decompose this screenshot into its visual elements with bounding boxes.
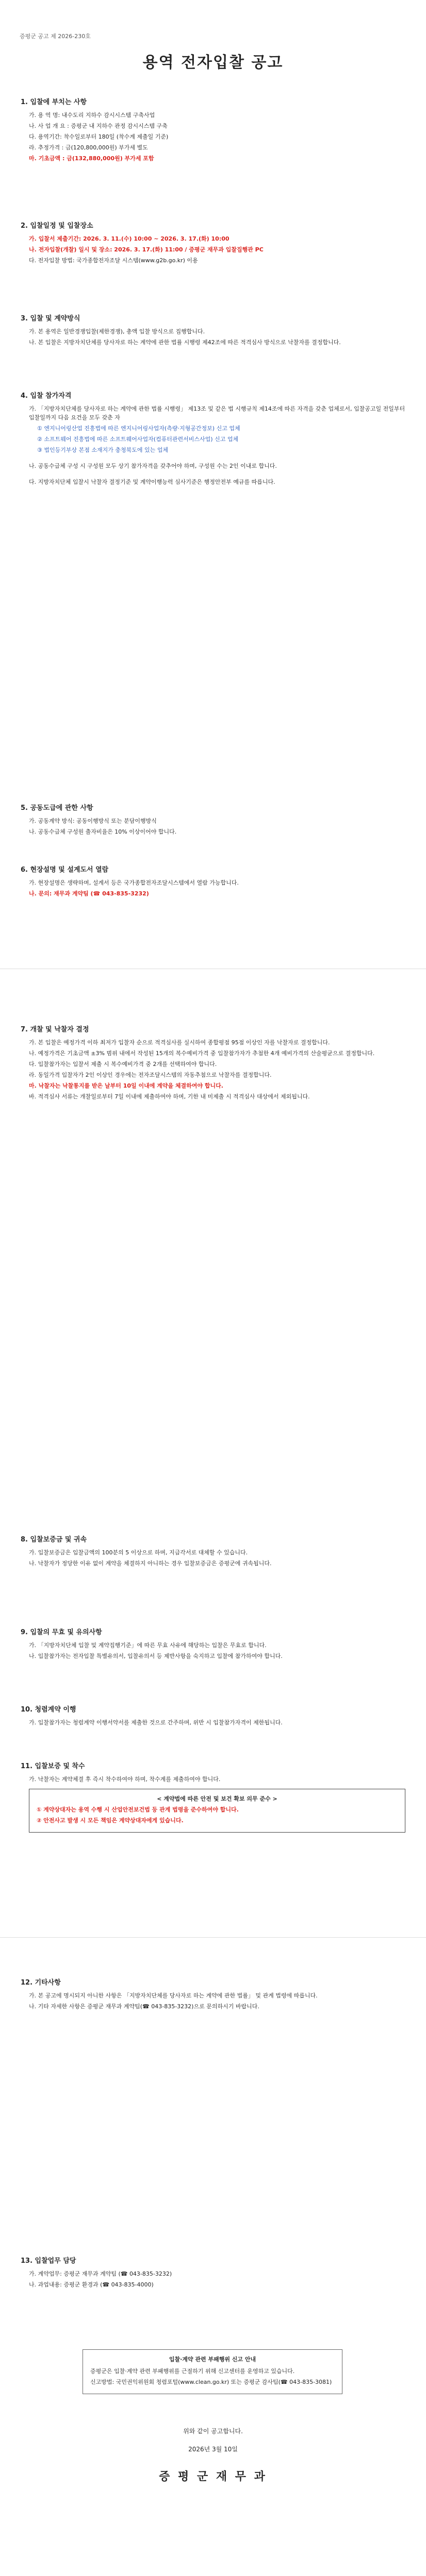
section-eligibility [21, 392, 405, 488]
section-title: 13. 입찰업무 담당 [21, 2257, 76, 2265]
text-line: 나. 공동수급체 구성 시 구성원 모두 상기 참가자격을 갖추어야 하며, 구성원 수는 2인 이내로 합니다. [29, 463, 277, 469]
text-line: 가. 본 입찰은 예정가격 이하 최저가 입찰자 순으로 적격심사를 실시하여 종합평점 95점 이상인 자를 낙찰자로 결정합니다. [29, 1039, 330, 1046]
corruption-report-box [83, 2349, 342, 2394]
section-schedule [21, 222, 405, 267]
section-title: 6. 현장설명 및 설계도서 열람 [21, 866, 109, 874]
section-invalid-bids [21, 1628, 405, 1663]
list-item: ③ 법인등기부상 본점 소재지가 충청북도에 있는 업체 [37, 447, 168, 453]
section-misc [21, 1978, 405, 2013]
text-line: 다. 용역기간: 착수일로부터 180일 (착수계 제출일 기준) [29, 133, 169, 140]
text-line: 라. 추정가격 : 금(120,800,000원) 부가세 별도 [29, 144, 148, 151]
text-line: 가. 「지방자치단체 입찰 및 계약집행기준」에 따른 무효 사유에 해당하는 입찰은 무효로 합니다. [29, 1642, 267, 1649]
box-line: ② 안전사고 발생 시 모든 책임은 계약상대자에게 있습니다. [37, 1817, 184, 1824]
page-title: 용역 전자입찰 공고 [142, 54, 284, 72]
closing-statement: 위와 같이 공고합니다. [183, 2428, 243, 2435]
section-title: 4. 입찰 참가자격 [21, 392, 72, 400]
box-title: < 계약법에 따른 안전 및 보건 확보 의무 준수 > [157, 1795, 277, 1802]
text-line: 나. 낙찰자가 정당한 이유 없이 계약을 체결하지 아니하는 경우 입찰보증금은 증평군에 귀속됩니다. [29, 1560, 272, 1567]
text-line: 가. 입찰보증금은 입찰금액의 100분의 5 이상으로 하며, 지급각서로 대체할 수 있습니다. [29, 1549, 248, 1556]
section-contacts [21, 2257, 405, 2291]
list-item: ① 엔지니어링산업 진흥법에 따른 엔지니어링사업자(측량·지형공간정보) 신고 업체 [37, 425, 240, 432]
section-contract-method [21, 314, 405, 349]
issuer-name: 증 평 군 재 무 과 [159, 2470, 267, 2483]
text-line: 나. 과업내용: 증평군 환경과 (☎ 043-835-4000) [29, 2281, 154, 2288]
section-title: 12. 기타사항 [21, 1979, 61, 1987]
text-line: 나. 기타 자세한 사항은 증평군 재무과 계약팀(☎ 043-835-3232)으로 문의하시기 바랍니다. [29, 2003, 259, 2010]
text-line: 나. 문의: 재무과 계약팀 (☎ 043-835-3232) [29, 890, 149, 897]
box-line: ① 계약상대자는 용역 수행 시 산업안전보건법 등 관계 법령을 준수하여야 합니다. [37, 1806, 239, 1813]
box-title: 입찰·계약 관련 부패행위 신고 안내 [169, 2356, 256, 2363]
text-line: 나. 전자입찰(개찰) 일시 및 장소: 2026. 3. 17.(화) 11:00 / 증평군 재무과 입찰집행관 PC [29, 246, 264, 253]
notice-date: 2026년 3월 10일 [188, 2446, 238, 2453]
section-title: 10. 청렴계약 이행 [21, 1706, 76, 1714]
section-start [21, 1762, 405, 1838]
section-integrity [21, 1705, 405, 1729]
text-line: 가. 본 용역은 일반경쟁입찰(제한경쟁), 총액 입찰 방식으로 집행합니다. [29, 328, 205, 335]
text-line: 가. 용 역 명: 내수도리 지하수 감시시스템 구축사업 [29, 112, 155, 118]
section-request [21, 98, 405, 165]
text-line: 가. 입찰참가자는 청렴계약 이행서약서를 제출한 것으로 간주하며, 위반 시 입찰참가자격이 제한됩니다. [29, 1719, 283, 1726]
safety-notice-box [29, 1789, 405, 1833]
section-title: 9. 입찰의 무효 및 유의사항 [21, 1629, 102, 1636]
text-line: 가. 입찰서 제출기간: 2026. 3. 11.(수) 10:00 ~ 2026. 3. 17.(화) 10:00 [29, 235, 230, 242]
text-line: 라. 동일가격 입찰자가 2인 이상인 경우에는 전자조달시스템의 자동추첨으로 낙찰자를 결정합니다. [29, 1072, 272, 1078]
text-line: 가. 공동계약 방식: 공동이행방식 또는 분담이행방식 [29, 818, 157, 824]
section-joint-contract [21, 804, 405, 838]
section-title: 1. 입찰에 부치는 사항 [21, 98, 87, 106]
text-line: 마. 낙찰자는 낙찰통지를 받은 날부터 10일 이내에 계약을 체결하여야 합니다. [29, 1082, 223, 1089]
text-line: 마. 기초금액 : 금(132,880,000원) 부가세 포함 [29, 155, 154, 162]
text-line: 다. 전자입찰 방법: 국가종합전자조달 시스템(www.g2b.go.kr) 이용 [29, 257, 198, 264]
section-bid-bond [21, 1535, 405, 1570]
section-title: 8. 입찰보증금 및 귀속 [21, 1536, 87, 1544]
text-line: 가. 본 공고에 명시되지 아니한 사항은 「지방자치단체를 당사자로 하는 계약에 관한 법률」 및 관계 법령에 따릅니다. [29, 1992, 318, 1999]
text-line: 가. 계약업무: 증평군 재무과 계약팀 (☎ 043-835-3232) [29, 2270, 172, 2277]
section-title: 3. 입찰 및 계약방식 [21, 315, 80, 323]
section-title: 2. 입찰일정 및 입찰장소 [21, 222, 93, 230]
text-line: 나. 본 입찰은 지방자치단체를 당사자로 하는 계약에 관한 법률 시행령 제42조에 따른 적격심사 방식으로 낙찰자를 결정합니다. [29, 339, 341, 346]
text-line: 가. 「지방자치단체를 당사자로 하는 계약에 관한 법률 시행령」 제13조 및 같은 법 시행규칙 제14조에 따른 자격을 갖춘 업체로서, 입찰공고일 전일부터 입찰일까지 다음 요건을 모두 갖춘 자 [29, 405, 405, 421]
box-line: 증평군은 입찰·계약 관련 부패행위를 근절하기 위해 신고센터를 운영하고 있습니다. [90, 2368, 295, 2375]
section-title: 11. 입찰보증 및 착수 [21, 1762, 85, 1770]
section-title: 7. 개찰 및 낙찰자 결정 [21, 1026, 89, 1033]
list-item: ② 소프트웨어 진흥법에 따른 소프트웨어사업자(컴퓨터관련서비스사업) 신고 업체 [37, 436, 239, 443]
text-line: 나. 예정가격은 기초금액 ±3% 범위 내에서 작성된 15개의 복수예비가격 중 입찰참가자가 추첨한 4개 예비가격의 산술평균으로 결정합니다. [29, 1050, 375, 1057]
section-opening [21, 1025, 405, 1103]
box-line: 신고방법: 국민권익위원회 청렴포털(www.clean.go.kr) 또는 증평군 감사팀(☎ 043-835-3081) [90, 2379, 332, 2385]
notice-number: 증평군 공고 제 2026-230호 [20, 33, 91, 40]
text-line: 다. 입찰참가자는 입찰서 제출 시 복수예비가격 중 2개를 선택하여야 합니다. [29, 1061, 217, 1067]
text-line: 나. 사 업 개 요 : 증평군 내 지하수 관정 감시시스템 구축 [29, 123, 168, 129]
text-line: 바. 적격심사 서류는 개찰일로부터 7일 이내에 제출하여야 하며, 기한 내 미제출 시 적격심사 대상에서 제외됩니다. [29, 1093, 310, 1100]
section-site-briefing [21, 866, 405, 900]
section-title: 5. 공동도급에 관한 사항 [21, 804, 93, 812]
text-line: 가. 현장설명은 생략하며, 설계서 등은 국가종합전자조달시스템에서 열람 가능합니다. [29, 879, 239, 886]
text-line: 다. 지방자치단체 입찰시 낙찰자 결정기준 및 계약이행능력 심사기준은 행정안전부 예규를 따릅니다. [29, 479, 275, 485]
page-divider [0, 1937, 426, 1938]
text-line: 가. 낙찰자는 계약체결 후 즉시 착수하여야 하며, 착수계를 제출하여야 합니다. [29, 1776, 221, 1783]
text-line: 나. 입찰참가자는 전자입찰 특별유의서, 입찰유의서 등 제반사항을 숙지하고 입찰에 참가하여야 합니다. [29, 1653, 283, 1659]
text-line: 나. 공동수급체 구성원 출자비율은 10% 이상이어야 합니다. [29, 828, 177, 835]
